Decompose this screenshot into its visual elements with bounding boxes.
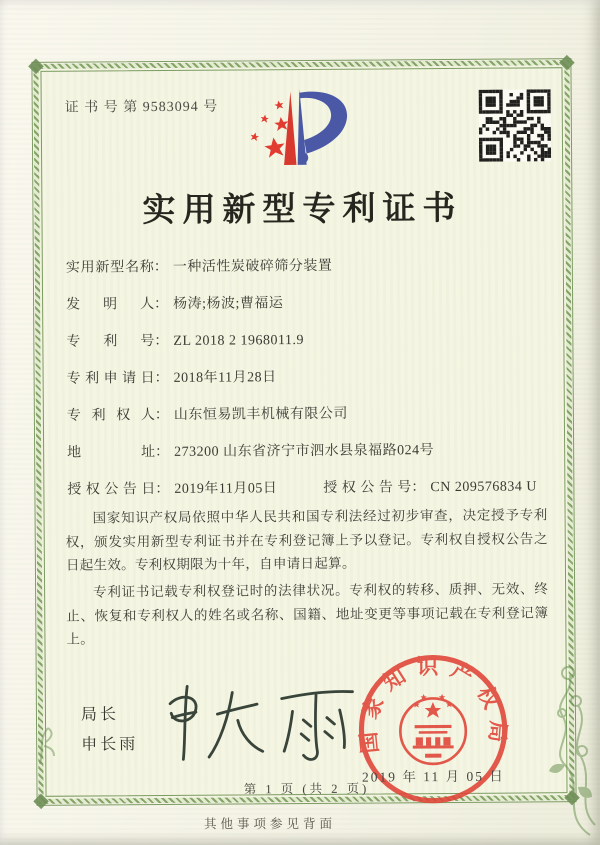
- seal-text: 国家知识产权局: [355, 654, 511, 755]
- flourish-ornament-icon: [540, 655, 600, 840]
- field-label: 专利权人: [66, 408, 155, 424]
- field-row-grant: 授权公告日： 2019年11月05日 授权公告号： CN 209576834 U: [67, 475, 545, 500]
- field-label: 授权公告日: [67, 482, 156, 498]
- field-row-inventor: 发明人： 杨涛;杨波;曹福运: [66, 290, 544, 315]
- corner-ornament: [28, 59, 44, 75]
- field-row-address: 地址： 273200 山东省济宁市泗水县泉福路024号: [67, 438, 545, 463]
- seal-date: 2019 年 11 月 05 日: [361, 768, 505, 785]
- cnipa-patent-logo-icon: [240, 83, 365, 180]
- sprig-ornament-icon: [34, 726, 60, 766]
- field-value: 2018年11月28日: [173, 370, 277, 386]
- field-row-patent-no: 专利号： ZL 2018 2 1968011.9: [66, 327, 544, 352]
- body-paragraph-2: 专利证书记载专利权登记时的法律状况。专利权的转移、质押、无效、终止、恢复和专利权人的姓名或名称、国籍、地址变更等事项记载在专利登记簿上。: [66, 581, 549, 647]
- field-value: ZL 2018 2 1968011.9: [173, 332, 304, 349]
- field-label: 授权公告号: [323, 480, 412, 496]
- field-value: CN 209576834 U: [430, 479, 537, 496]
- field-row-patentee: 专利权人： 山东恒易凯丰机械有限公司: [67, 401, 545, 426]
- body-paragraph-1: 国家知识产权局依照中华人民共和国专利法经过初步审查，决定授予专利权，颁发实用新型专利证书并在专利登记簿上予以登记。专利权自授权公告之日起生效。专利权期限为十年，自申请日起算。: [65, 507, 548, 573]
- corner-ornament: [559, 55, 575, 71]
- field-value: 山东恒易凯丰机械有限公司: [173, 406, 348, 423]
- field-value: 2019年11月05日: [174, 481, 278, 497]
- certificate-frame: [33, 60, 574, 804]
- field-row-name: 实用新型名称： 一种活性炭破碎筛分装置: [66, 253, 544, 278]
- certificate-fields: [66, 253, 546, 515]
- national-emblem-icon: [400, 694, 466, 764]
- field-label: 专利申请日: [66, 371, 155, 387]
- back-note: 其他事项参见背面: [203, 817, 336, 831]
- field-value: 一种活性炭破碎筛分装置: [172, 258, 333, 275]
- page-footer: 第 1 页 (共 2 页): [243, 781, 370, 797]
- commissioner-name: 申长雨: [81, 735, 139, 754]
- field-label: 地址: [67, 445, 156, 461]
- field-label: 实用新型名称: [65, 260, 154, 276]
- field-row-filing-date: 专利申请日： 2018年11月28日: [67, 364, 545, 389]
- commissioner-title: 局长: [80, 706, 120, 724]
- commissioner-block: [81, 700, 138, 760]
- field-value: 杨涛;杨波;曹福运: [173, 296, 284, 312]
- certificate-title: 实用新型专利证书: [142, 190, 463, 230]
- field-label: 专利号: [66, 334, 155, 350]
- field-label: 发明人: [66, 297, 155, 313]
- certificate-number: 证 书 号 第 9583094 号: [64, 99, 219, 116]
- qr-code-icon: [479, 89, 552, 162]
- handwritten-signature-icon: [155, 677, 371, 766]
- field-value: 273200 山东省济宁市泗水县泉福路024号: [174, 443, 435, 460]
